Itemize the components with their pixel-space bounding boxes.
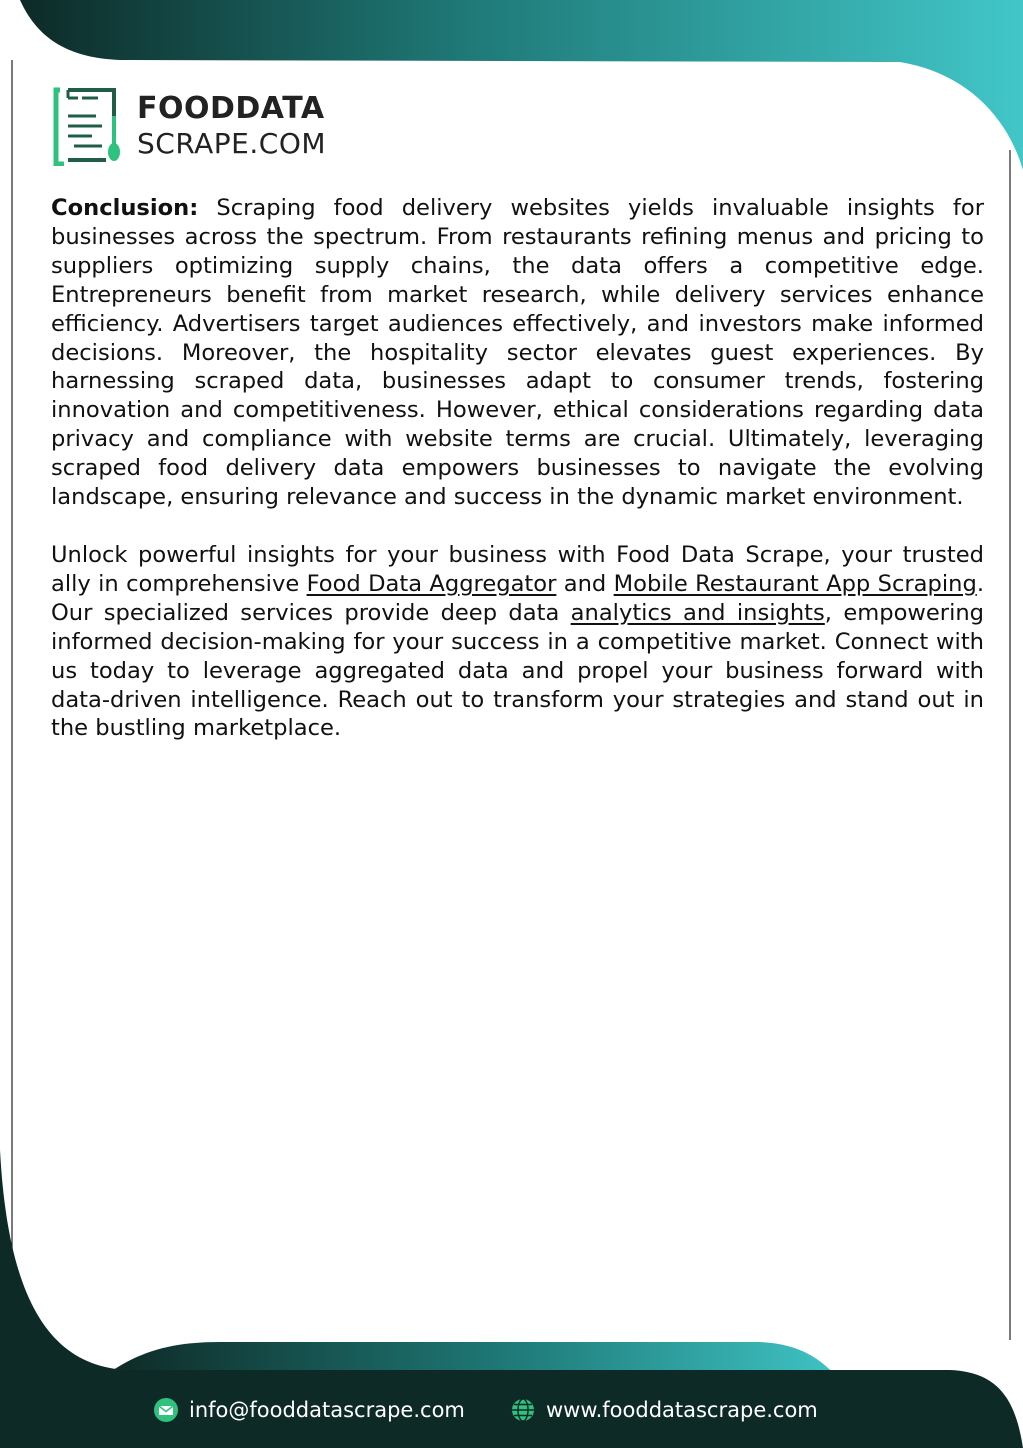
cta-text-4: , empowering informed decision-making for your success in a competitive market. Connect with us today to leverage aggregated data and propel your business forward with data-driven intelligence. Reach out to transform your strategies and stand out in the bustling marketplace. xyxy=(51,599,985,742)
brand-name-line1: FOODDATA xyxy=(137,91,325,126)
cta-text-3: . Our specialized services provide deep data xyxy=(51,570,984,626)
menu-fork-spoon-logo-icon xyxy=(52,86,124,166)
footer-website[interactable] xyxy=(510,1394,818,1426)
cta-text-2: and xyxy=(556,570,614,597)
conclusion-paragraph xyxy=(51,194,984,512)
footer-website-text: www.fooddatascrape.com xyxy=(546,1398,818,1422)
food-data-aggregator-link[interactable]: Food Data Aggregator xyxy=(306,570,557,597)
brand-logo xyxy=(52,86,352,170)
footer-contacts xyxy=(0,1390,1023,1430)
cta-paragraph xyxy=(51,541,984,743)
email-icon xyxy=(153,1397,179,1423)
conclusion-label: Conclusion: xyxy=(51,195,199,221)
analytics-and-insights-link[interactable]: analytics and insights xyxy=(570,599,825,626)
footer-email-text: info@fooddatascrape.com xyxy=(189,1398,465,1422)
mobile-restaurant-app-scraping-link[interactable]: Mobile Restaurant App Scraping xyxy=(613,570,977,597)
conclusion-text: Scraping food delivery websites yields invaluable insights for businesses across the spectrum. From restaurants refining menus and pricing to suppliers optimizing supply chains, the data offers a competitive edge. Entrepreneurs benefit from market research, while delivery services enhance efficiency. Advertisers target audiences effectively, and investors make informed decisions. Moreover, the hospitality sector elevates guest experiences. By harnessing scraped data, businesses adapt to consumer trends, fostering innovation and competitiveness. However, ethical considerations regarding data privacy and compliance with website terms are crucial. Ultimately, leveraging scraped food delivery data empowers businesses to navigate the evolving landscape, ensuring relevance and success in the dynamic market environment. xyxy=(51,195,984,511)
brand-name-line2: SCRAPE.COM xyxy=(137,127,327,160)
footer-email[interactable] xyxy=(153,1394,465,1426)
document-body xyxy=(51,194,984,743)
cta-text-1: Unlock powerful insights for your business with Food Data Scrape, your trusted ally in comprehensive xyxy=(51,541,984,597)
globe-icon xyxy=(510,1397,536,1423)
